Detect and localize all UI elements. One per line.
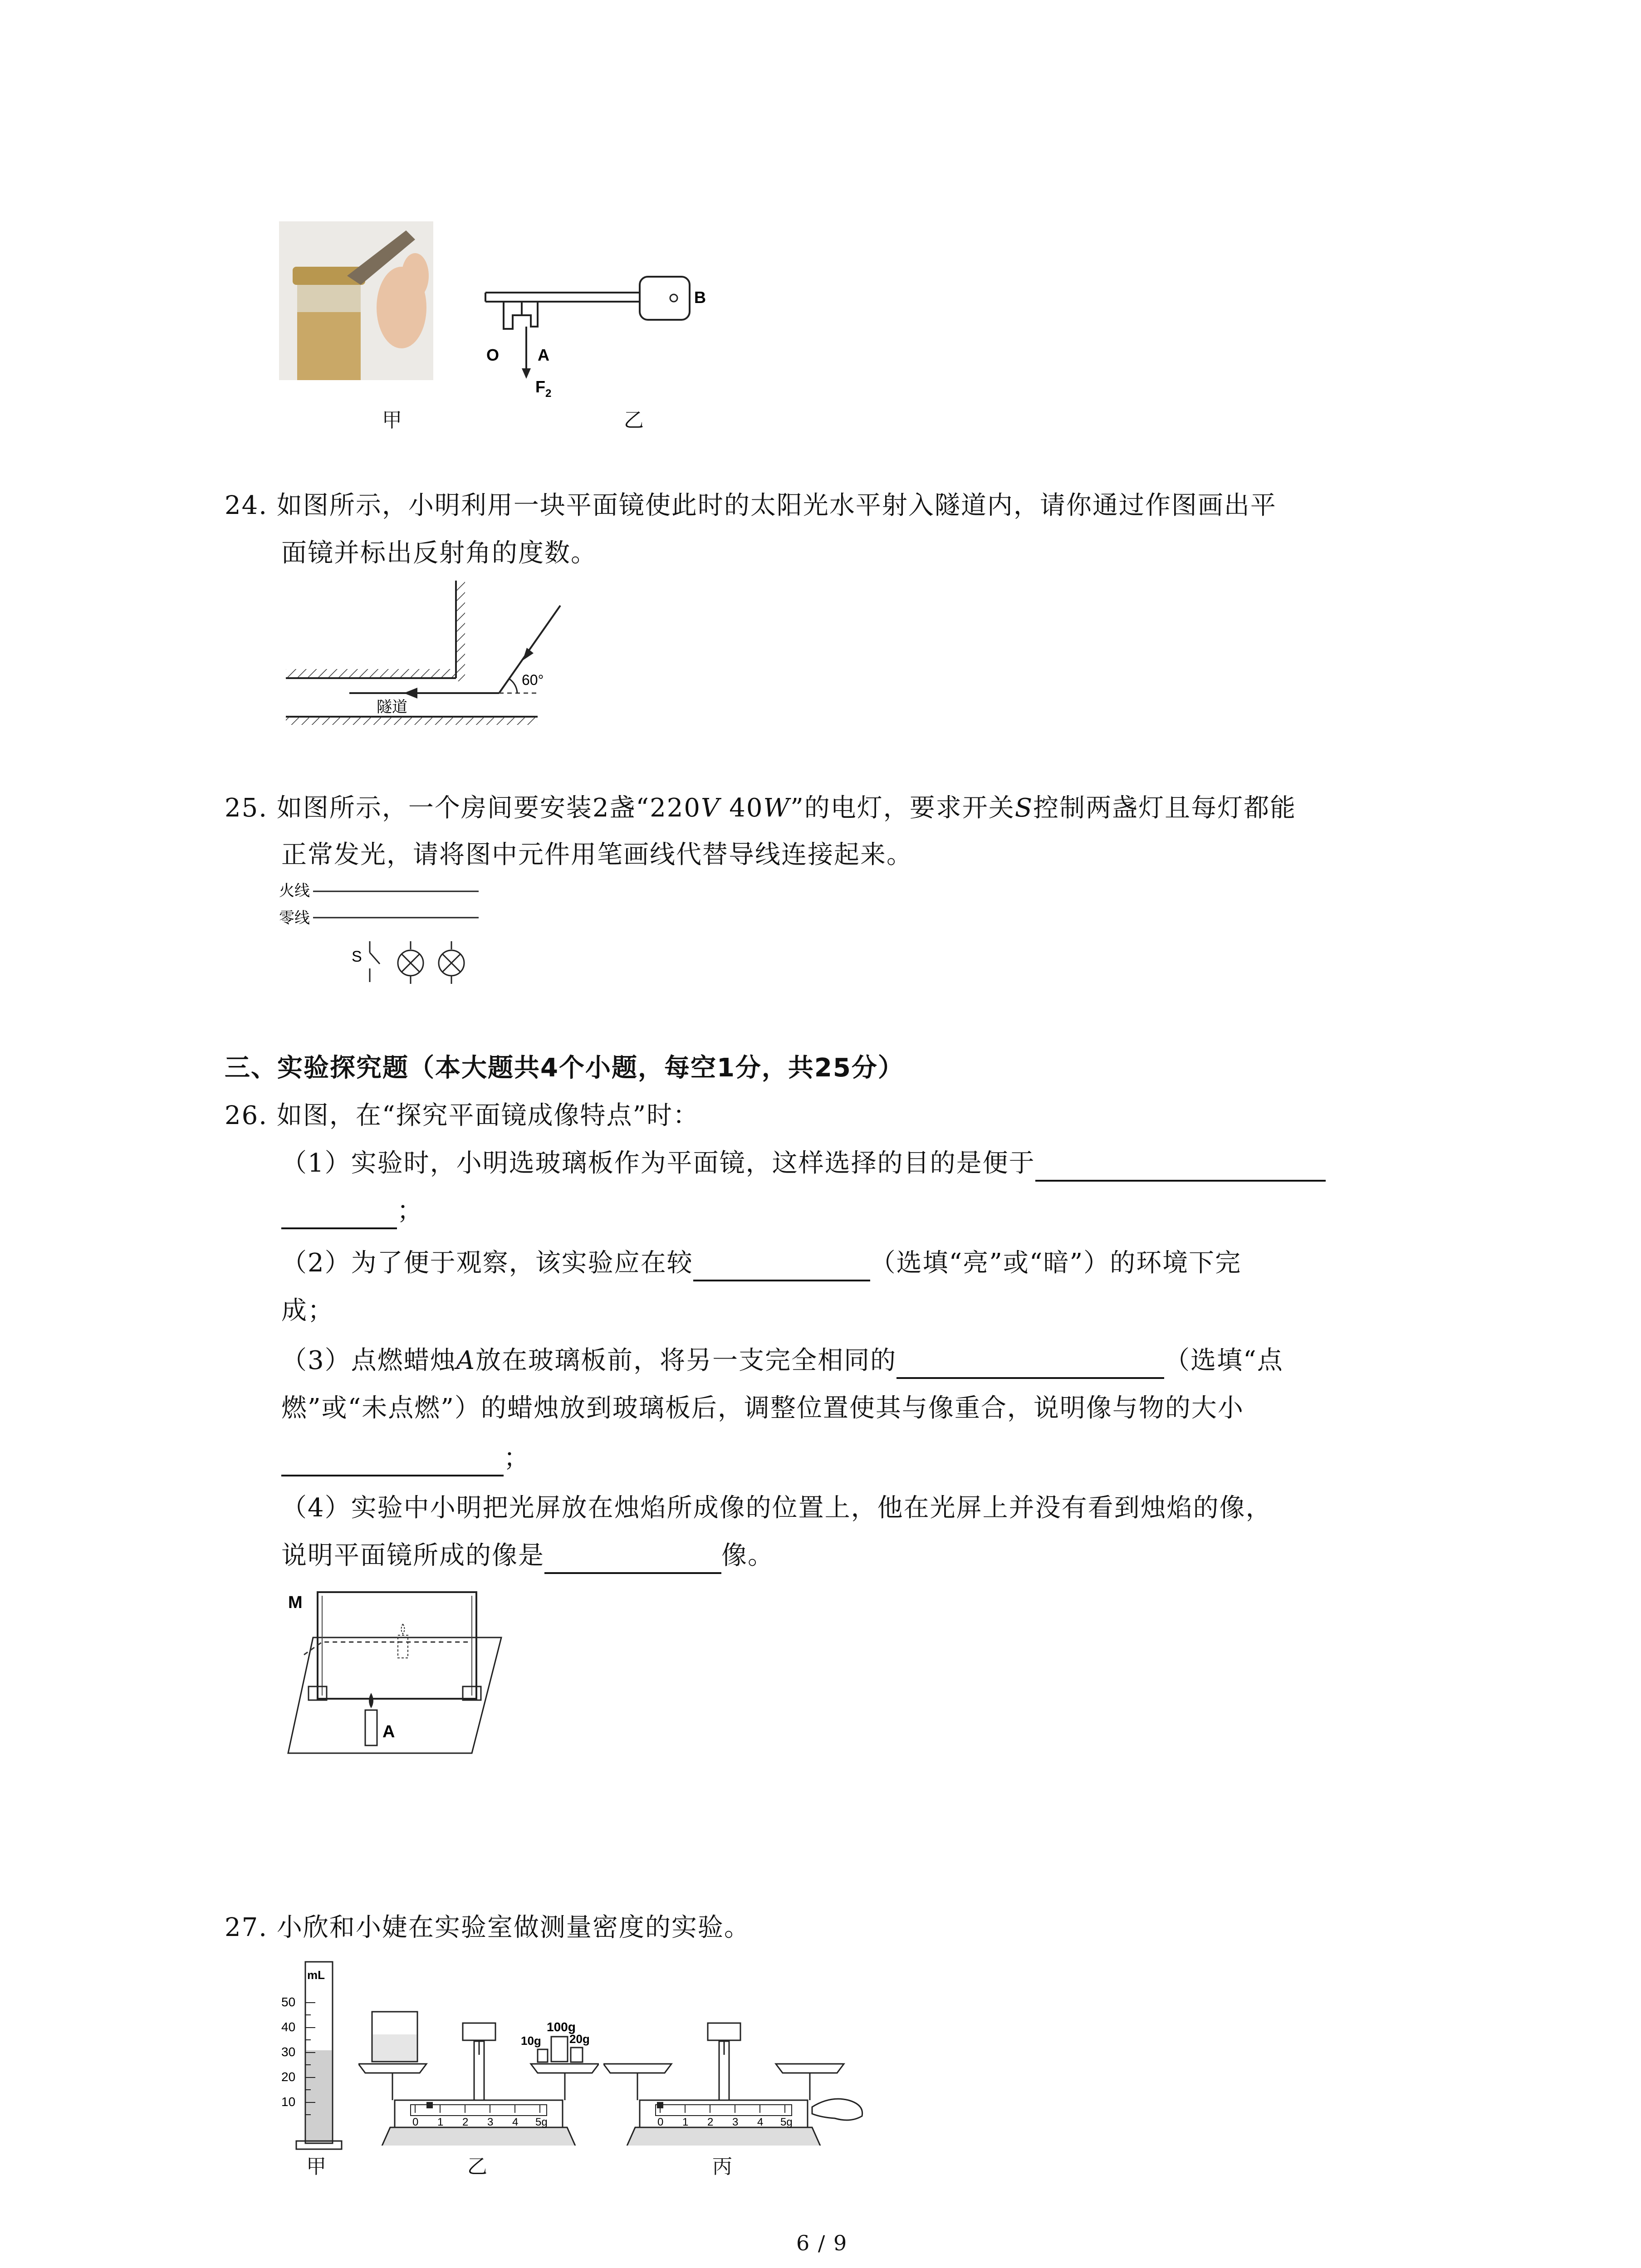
cylinder-unit: mL [307, 1968, 325, 1982]
figure-caption-right: 乙 [624, 409, 644, 432]
q26-part3-end: ； [281, 1440, 530, 1476]
q26-part2: （2）为了便于观察，该实验应在较 （选填“亮”或“暗”）的环境下完 [281, 1245, 1241, 1281]
q26-intro: 26. 如图，在“探究平面镜成像特点”时： [225, 1101, 700, 1130]
q26-part3: （3）点燃蜡烛A放在玻璃板前，将另一支完全相同的 （选填“点 [281, 1343, 1283, 1379]
scale-tick: 5g [535, 2116, 548, 2128]
q27-text: 27. 小欣和小婕在实验室做测量密度的实验。 [225, 1913, 750, 1942]
scale-tick: 1 [682, 2116, 689, 2128]
mirror-label-M: M [288, 1593, 303, 1612]
q26-part4-cont: 说明平面镜所成的像是 像。 [281, 1538, 774, 1574]
answer-blank-4[interactable] [544, 1545, 721, 1574]
neutral-wire-label: 零线 [279, 909, 310, 927]
q26-part1-cont: ； [281, 1193, 423, 1229]
label-A: A [538, 346, 549, 364]
scale-tick: 2 [462, 2116, 469, 2128]
q26-part1: （1）实验时，小明选玻璃板作为平面镜，这样选择的目的是便于 [281, 1145, 1326, 1182]
section-three-title: 三、实验探究题（本大题共4个小题，每空1分，共25分） [225, 1053, 904, 1083]
cylinder-tick: 10 [281, 2095, 296, 2109]
q25-line1: 25. 如图所示，一个房间要安装2盏“220V 40W”的电灯，要求开关S控制两盏灯且每灯都能 [225, 793, 1297, 823]
bottle-opener-photo [279, 221, 433, 380]
tunnel-label: 隧道 [377, 699, 407, 716]
q24-line2: 面镜并标出反射角的度数。 [281, 538, 597, 568]
balance-with-hand [603, 1991, 867, 2146]
cylinder-tick: 20 [281, 2070, 296, 2084]
scale-tick: 0 [412, 2116, 419, 2128]
answer-blank-1a[interactable] [1035, 1153, 1326, 1182]
answer-blank-1b[interactable] [281, 1200, 397, 1229]
switch-label: S [352, 948, 362, 965]
cylinder-tick: 50 [281, 1995, 296, 2009]
label-O: O [486, 346, 500, 364]
scale-tick: 3 [732, 2116, 739, 2128]
scale-tick: 4 [757, 2116, 764, 2128]
caption-yi: 乙 [467, 2155, 487, 2178]
caption-bing: 丙 [712, 2155, 732, 2178]
lever-diagram [476, 268, 712, 413]
scale-tick: 1 [437, 2116, 444, 2128]
plane-mirror-diagram [279, 1588, 515, 1760]
q24-line1: 24. 如图所示，小明利用一块平面镜使此时的太阳光水平射入隧道内，请你通过作图画出平 [225, 491, 1277, 520]
scale-tick: 0 [657, 2116, 664, 2128]
scale-tick: 2 [707, 2116, 714, 2128]
label-F-subscript: 2 [545, 387, 552, 400]
label-B: B [694, 288, 706, 307]
balance-with-beaker [358, 1991, 599, 2146]
q26-part3-cont: 燃”或“未点燃”）的蜡烛放到玻璃板后，调整位置使其与像重合，说明像与物的大小 [281, 1393, 1244, 1423]
answer-blank-3a[interactable] [896, 1350, 1164, 1379]
q26-part4: （4）实验中小明把光屏放在烛焰所成像的位置上，他在光屏上并没有看到烛焰的像， [281, 1493, 1272, 1523]
q25-line2: 正常发光，请将图中元件用笔画线代替导线连接起来。 [281, 840, 913, 870]
scale-tick: 5g [780, 2116, 793, 2128]
caption-jia: 甲 [306, 2155, 326, 2178]
answer-blank-2[interactable] [693, 1252, 870, 1281]
angle-label: 60° [522, 672, 544, 688]
label-F: F [535, 377, 545, 396]
weight-20g: 20g [569, 2032, 590, 2046]
cylinder-tick: 40 [281, 2020, 296, 2034]
candle-label-A: A [382, 1722, 395, 1741]
graduated-cylinder [279, 1957, 343, 2152]
live-wire-label: 火线 [279, 882, 310, 899]
q26-part2-cont: 成； [281, 1296, 334, 1325]
answer-blank-3b[interactable] [281, 1447, 504, 1476]
weight-100g: 100g [547, 2020, 576, 2034]
weight-10g: 10g [521, 2034, 541, 2048]
circuit-diagram [279, 878, 492, 996]
scale-tick: 4 [512, 2116, 519, 2128]
figure-caption-left: 甲 [382, 409, 402, 432]
cylinder-tick: 30 [281, 2045, 296, 2059]
tunnel-diagram [281, 581, 572, 735]
scale-tick: 3 [487, 2116, 494, 2128]
page-number: 6 / 9 [796, 2231, 848, 2255]
